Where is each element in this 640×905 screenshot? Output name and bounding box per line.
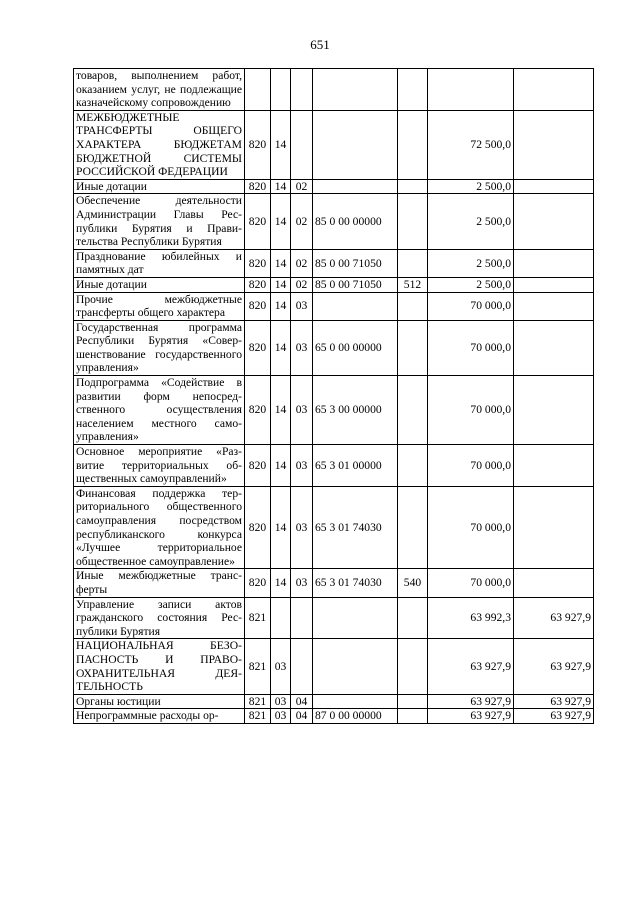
budget-table xyxy=(73,68,594,724)
row-ministry-code: 820 xyxy=(245,445,271,487)
table-row xyxy=(74,694,594,709)
page-number: 651 xyxy=(310,37,330,52)
row-section-code: 14 xyxy=(271,277,291,292)
row-target-article-code: 85 0 00 71050 xyxy=(313,277,398,292)
row-description: Органы юстиции xyxy=(74,694,245,709)
row-ministry-code: 821 xyxy=(245,694,271,709)
row-subsection-code: 03 xyxy=(291,320,313,375)
row-target-article-code: 85 0 00 00000 xyxy=(313,194,398,249)
row-section-code: 14 xyxy=(271,194,291,249)
table-row xyxy=(74,376,594,445)
row-amount-1: 70 000,0 xyxy=(428,376,514,445)
row-ministry-code: 821 xyxy=(245,639,271,694)
row-expense-type-code: 512 xyxy=(398,277,428,292)
row-section-code: 14 xyxy=(271,110,291,179)
table-row xyxy=(74,597,594,639)
row-section-code xyxy=(271,69,291,111)
row-section-code: 14 xyxy=(271,179,291,194)
row-amount-1: 63 992,3 xyxy=(428,597,514,639)
row-subsection-code: 04 xyxy=(291,694,313,709)
row-target-article-code: 65 3 01 74030 xyxy=(313,569,398,597)
table-row xyxy=(74,569,594,597)
row-ministry-code: 820 xyxy=(245,249,271,277)
row-ministry-code: 820 xyxy=(245,320,271,375)
row-subsection-code: 02 xyxy=(291,194,313,249)
row-description: Иные дотации xyxy=(74,277,245,292)
row-amount-1 xyxy=(428,69,514,111)
row-expense-type-code xyxy=(398,110,428,179)
row-amount-2 xyxy=(514,486,594,569)
row-target-article-code: 65 3 01 00000 xyxy=(313,445,398,487)
row-description: Основное мероприятие «Развитие территориальных общественных самоуправлений» xyxy=(74,445,245,487)
row-expense-type-code xyxy=(398,249,428,277)
row-amount-1: 2 500,0 xyxy=(428,194,514,249)
row-ministry-code: 820 xyxy=(245,110,271,179)
row-amount-2 xyxy=(514,179,594,194)
row-amount-2 xyxy=(514,277,594,292)
row-subsection-code xyxy=(291,110,313,179)
row-amount-2 xyxy=(514,569,594,597)
row-section-code: 14 xyxy=(271,292,291,320)
row-amount-2 xyxy=(514,445,594,487)
row-expense-type-code xyxy=(398,179,428,194)
row-amount-2 xyxy=(514,249,594,277)
row-amount-1: 70 000,0 xyxy=(428,445,514,487)
table-row xyxy=(74,69,594,111)
row-amount-2: 63 927,9 xyxy=(514,597,594,639)
row-amount-1: 70 000,0 xyxy=(428,320,514,375)
row-description: Управление записи актов гражданского состояния Республики Бурятия xyxy=(74,597,245,639)
row-target-article-code xyxy=(313,110,398,179)
row-subsection-code: 02 xyxy=(291,277,313,292)
row-expense-type-code xyxy=(398,445,428,487)
row-target-article-code xyxy=(313,694,398,709)
row-ministry-code: 820 xyxy=(245,292,271,320)
table-row xyxy=(74,445,594,487)
row-description: Непрограммные расходы ор- xyxy=(74,709,245,724)
row-ministry-code: 821 xyxy=(245,709,271,724)
row-amount-2 xyxy=(514,110,594,179)
row-description: Государственная программа Республики Бурятия «Совершенствование государственного управления» xyxy=(74,320,245,375)
row-ministry-code: 820 xyxy=(245,179,271,194)
table-row xyxy=(74,486,594,569)
row-expense-type-code xyxy=(398,486,428,569)
row-expense-type-code xyxy=(398,194,428,249)
row-section-code: 14 xyxy=(271,569,291,597)
row-subsection-code: 04 xyxy=(291,709,313,724)
row-section-code: 14 xyxy=(271,376,291,445)
table-row xyxy=(74,249,594,277)
row-target-article-code xyxy=(313,292,398,320)
table-row xyxy=(74,179,594,194)
row-subsection-code: 03 xyxy=(291,376,313,445)
row-amount-2 xyxy=(514,292,594,320)
row-description: Прочие межбюджетные трансферты общего характера xyxy=(74,292,245,320)
row-subsection-code: 03 xyxy=(291,569,313,597)
row-description: Подпрограмма «Содействие в развитии форм непосредственного осуществления населением местного самоуправления» xyxy=(74,376,245,445)
row-ministry-code: 820 xyxy=(245,194,271,249)
row-section-code: 14 xyxy=(271,445,291,487)
row-ministry-code: 821 xyxy=(245,597,271,639)
row-amount-1: 70 000,0 xyxy=(428,486,514,569)
row-target-article-code xyxy=(313,639,398,694)
table-row xyxy=(74,709,594,724)
row-expense-type-code xyxy=(398,694,428,709)
row-expense-type-code xyxy=(398,69,428,111)
row-section-code: 14 xyxy=(271,249,291,277)
row-ministry-code: 820 xyxy=(245,277,271,292)
table-row xyxy=(74,639,594,694)
row-ministry-code xyxy=(245,69,271,111)
table-row xyxy=(74,277,594,292)
row-subsection-code: 03 xyxy=(291,445,313,487)
row-amount-2: 63 927,9 xyxy=(514,639,594,694)
row-target-article-code: 65 3 00 00000 xyxy=(313,376,398,445)
row-expense-type-code xyxy=(398,597,428,639)
row-amount-1: 2 500,0 xyxy=(428,179,514,194)
row-description: МЕЖБЮДЖЕТНЫЕ ТРАНСФЕРТЫ ОБЩЕГО ХАРАКТЕРА БЮДЖЕТАМ БЮДЖЕТНОЙ СИСТЕМЫ РОССИЙСКОЙ ФЕДЕРАЦИИ xyxy=(74,110,245,179)
row-ministry-code: 820 xyxy=(245,376,271,445)
row-ministry-code: 820 xyxy=(245,569,271,597)
row-section-code: 14 xyxy=(271,320,291,375)
row-subsection-code xyxy=(291,69,313,111)
row-section-code: 03 xyxy=(271,709,291,724)
row-amount-2 xyxy=(514,320,594,375)
row-section-code: 14 xyxy=(271,486,291,569)
row-target-article-code: 85 0 00 71050 xyxy=(313,249,398,277)
row-description: Иные межбюджетные трансферты xyxy=(74,569,245,597)
row-description: Обеспечение деятельности Администрации Главы Республики Бурятия и Правительства Республики Бурятия xyxy=(74,194,245,249)
row-subsection-code: 02 xyxy=(291,179,313,194)
row-description: Иные дотации xyxy=(74,179,245,194)
row-expense-type-code xyxy=(398,376,428,445)
row-amount-1: 70 000,0 xyxy=(428,292,514,320)
row-expense-type-code xyxy=(398,320,428,375)
row-subsection-code: 03 xyxy=(291,292,313,320)
row-target-article-code xyxy=(313,179,398,194)
row-amount-2 xyxy=(514,376,594,445)
row-amount-1: 2 500,0 xyxy=(428,277,514,292)
row-amount-1: 2 500,0 xyxy=(428,249,514,277)
table-row xyxy=(74,110,594,179)
row-amount-1: 72 500,0 xyxy=(428,110,514,179)
row-amount-1: 63 927,9 xyxy=(428,694,514,709)
row-amount-2: 63 927,9 xyxy=(514,694,594,709)
row-amount-1: 70 000,0 xyxy=(428,569,514,597)
row-section-code xyxy=(271,597,291,639)
table-row xyxy=(74,292,594,320)
row-amount-2: 63 927,9 xyxy=(514,709,594,724)
row-expense-type-code xyxy=(398,709,428,724)
row-amount-1: 63 927,9 xyxy=(428,709,514,724)
row-amount-1: 63 927,9 xyxy=(428,639,514,694)
table-row xyxy=(74,320,594,375)
row-ministry-code: 820 xyxy=(245,486,271,569)
row-target-article-code: 65 0 00 00000 xyxy=(313,320,398,375)
row-subsection-code xyxy=(291,639,313,694)
row-description: Финансовая поддержка территориального общественного самоуправления посредством республиканского конкурса «Лучшее территориальное общественное самоуправление» xyxy=(74,486,245,569)
row-amount-2 xyxy=(514,69,594,111)
row-description: Празднование юбилейных и памятных дат xyxy=(74,249,245,277)
row-amount-2 xyxy=(514,194,594,249)
row-description: НАЦИОНАЛЬНАЯ БЕЗОПАСНОСТЬ И ПРАВООХРАНИТЕЛЬНАЯ ДЕЯТЕЛЬНОСТЬ xyxy=(74,639,245,694)
row-target-article-code: 65 3 01 74030 xyxy=(313,486,398,569)
row-subsection-code xyxy=(291,597,313,639)
row-section-code: 03 xyxy=(271,694,291,709)
row-subsection-code: 02 xyxy=(291,249,313,277)
table-row xyxy=(74,194,594,249)
row-target-article-code: 87 0 00 00000 xyxy=(313,709,398,724)
row-target-article-code xyxy=(313,69,398,111)
row-target-article-code xyxy=(313,597,398,639)
row-expense-type-code xyxy=(398,639,428,694)
row-description: товаров, выполнением работ, оказанием услуг, не подлежащие казначейскому сопровождению xyxy=(74,69,245,111)
row-expense-type-code: 540 xyxy=(398,569,428,597)
row-subsection-code: 03 xyxy=(291,486,313,569)
row-section-code: 03 xyxy=(271,639,291,694)
row-expense-type-code xyxy=(398,292,428,320)
